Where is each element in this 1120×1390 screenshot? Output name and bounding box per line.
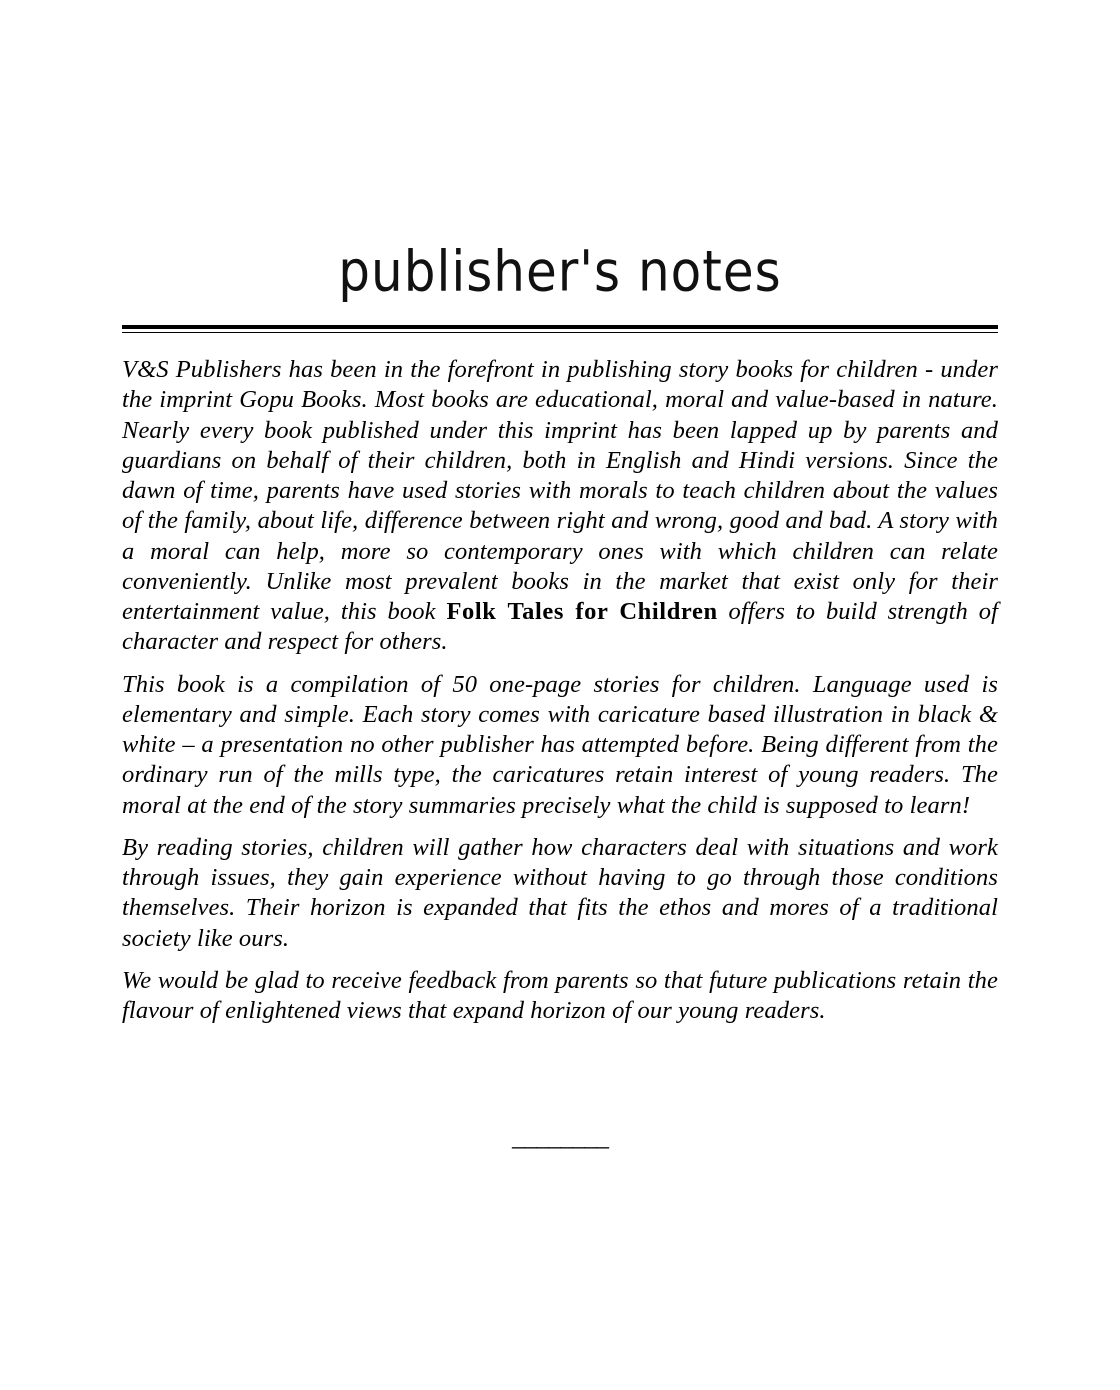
divider-thin-line (122, 332, 998, 333)
book-title-emphasis: Folk Tales for Children (446, 598, 718, 625)
paragraph-2: This book is a compilation of 50 one-page stories for children. Language used is elementary and simple. Each story comes with caricature based illustration in black & white – a presentation no other publisher has attempted before. Being different from the ordinary run of the mills type, the caricatures retain interest of young readers. The moral at the end of the story summaries precisely what the child is supposed to learn! (122, 670, 998, 819)
paragraph-4: We would be glad to receive feedback from parents so that future publications retain the flavour of enlightened views that expand horizon of our young readers. (122, 966, 998, 1024)
footer-ornament: ________ (512, 1122, 608, 1152)
title-divider (122, 325, 998, 333)
page-content (122, 239, 998, 1152)
paragraph-3: By reading stories, children will gather how characters deal with situations and work through issues, they gain experience without having to go through those conditions themselves. Their horizon is expanded that fits the ethos and mores of a traditional society like ours. (122, 833, 998, 952)
paragraph-1 (122, 355, 998, 658)
divider-thick-line (122, 325, 998, 329)
paragraph-1-lead: V&S Publishers has been in the forefront in publishing story books for children - under the imprint Gopu Books. Most books are educational, moral and value-based in nature. Nearly every book published under this imprint has been lapped up by parents and guardians on behalf of their children, both in English and Hindi versions. Since the dawn of time, parents have used stories with morals to teach children about the values of the family, about life, difference between right and wrong, good and bad. A story with a moral can help, more so contemporary ones with which children can relate conveniently. Unlike most prevalent books in the market that exist only for their entertainment value, this book (122, 356, 998, 625)
paragraph-1-tail: offers to build strength of character and respect for others. (122, 598, 998, 656)
page-title: publisher's notes (338, 239, 782, 305)
